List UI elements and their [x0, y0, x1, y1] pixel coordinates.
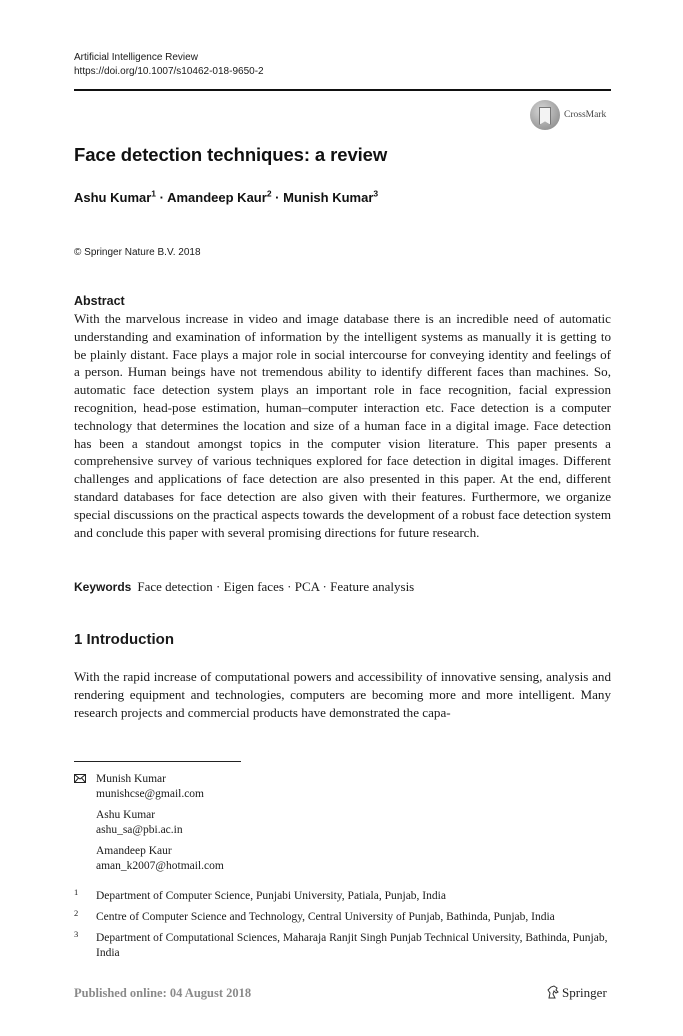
- contact-name: Amandeep Kaur: [96, 845, 172, 857]
- contact-entry: [96, 844, 611, 874]
- published-date: Published online: 04 August 2018: [74, 986, 252, 1000]
- intro-paragraph: With the rapid increase of computational powers and accessibility of innovative sensing, analysis and rendering equipment and technologies, computers are becoming more and more intelligent. Many research projects and commercial products have demonstrated the capa-: [74, 669, 611, 720]
- affiliation: 1 Department of Computer Science, Punjabi University, Patiala, Punjab, India: [74, 887, 446, 902]
- abstract-body: With the marvelous increase in video and image database there is an incredible need of automatic understanding and examination of information by the intelligent systems as manually it is getting to be plainly distant. Face plays a major role in social intercourse for conveying identity and feelings of a person. Human beings have not tremendous ability to identify different faces than machines. So, automatic face detection system plays an important role in face recognition, facial expression recognition, head-pose estimation, human–computer interaction etc. Face detection is a computer technology that determines the location and size of a human face in a digital image. Face detection has been a standout amongst topics in the computer vision literature. This paper presents a comprehensive survey of various techniques explored for face detection in digital images. Different challenges and applications of face detection are also presented in this paper. At the end, different standard databases for face detection are also given with their features. Furthermore, we organize special discussions on the practical aspects towards the development of a robust face detection system and conclude this paper with several promising directions for future research.: [74, 311, 611, 540]
- keywords-label: Keywords: [74, 580, 132, 594]
- contact-entry: [96, 772, 611, 802]
- paper-title: Face detection techniques: a review: [74, 144, 388, 165]
- springer-horse-icon: [546, 985, 560, 999]
- journal-name: Artificial Intelligence Review: [74, 52, 198, 63]
- contact-name: Munish Kumar: [96, 773, 166, 785]
- publisher-logo: [546, 985, 607, 1001]
- affiliations: [74, 889, 611, 967]
- header-rule: [74, 89, 611, 91]
- crossmark-badge[interactable]: [530, 100, 614, 132]
- journal-header: [74, 51, 264, 79]
- contact-name: Ashu Kumar: [96, 809, 156, 821]
- abstract-heading: Abstract: [74, 294, 125, 308]
- author: Amandeep Kaur$^2$: [167, 188, 272, 205]
- corresponding-contacts: [74, 772, 611, 880]
- section-heading: 1 Introduction: [74, 631, 174, 648]
- publisher-name: Springer: [562, 985, 607, 1000]
- envelope-icon: [74, 774, 86, 783]
- author: Munish Kumar$^3$: [283, 188, 379, 205]
- copyright-notice: © Springer Nature B.V. 2018: [74, 247, 201, 258]
- author: Ashu Kumar$^1$: [74, 188, 157, 205]
- author-list: Ashu Kumar$^1$ · Amandeep Kaur$^2$ · Munish Kumar$^3$: [74, 188, 379, 205]
- contact-email[interactable]: munishcse@gmail.com: [96, 788, 205, 800]
- contact-entry: [96, 808, 611, 838]
- contact-email[interactable]: ashu_sa@pbi.ac.in: [96, 824, 183, 836]
- crossmark-icon: [530, 100, 560, 130]
- keywords-text: Face detection · Eigen faces · PCA · Feature analysis: [137, 579, 415, 594]
- crossmark-label: CrossMark: [564, 110, 607, 120]
- affiliation: 3 Department of Computational Sciences, Maharaja Ranjit Singh Punjab Technical University, Bathinda, Punjab, India: [74, 929, 608, 959]
- doi-link[interactable]: https://doi.org/10.1007/s10462-018-9650-2: [74, 66, 264, 77]
- affiliation: 2 Centre of Computer Science and Technology, Central University of Punjab, Bathinda, Punjab, India: [74, 908, 555, 923]
- footnote-rule: [74, 761, 241, 762]
- keywords: [74, 579, 414, 595]
- contact-email[interactable]: aman_k2007@hotmail.com: [96, 860, 224, 872]
